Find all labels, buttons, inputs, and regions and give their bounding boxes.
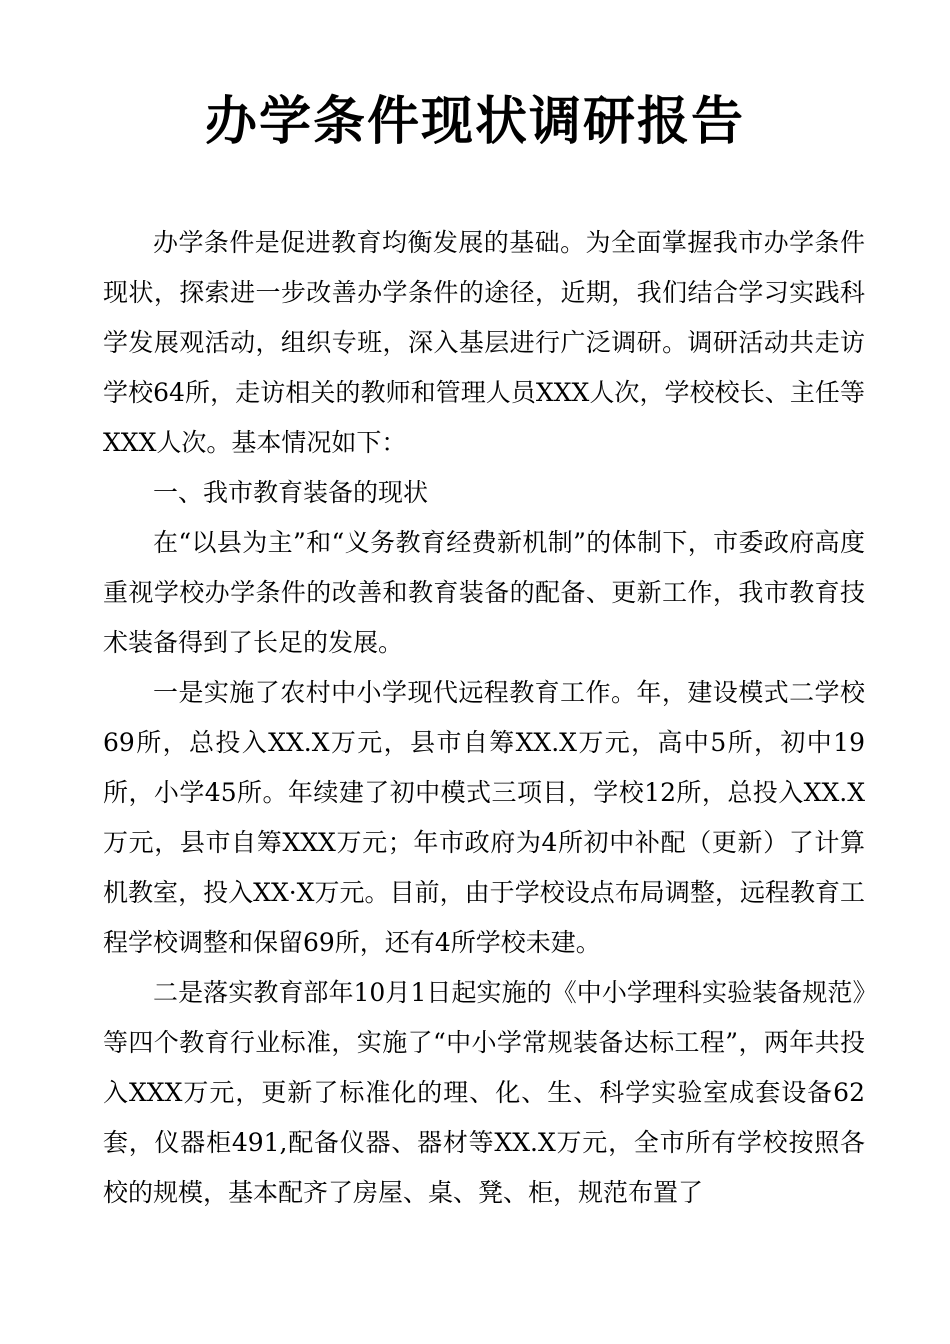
paragraph-remote-education: 一是实施了农村中小学现代远程教育工作。年，建设模式二学校69所，总投入XX.X万元，县市自筹XX.X万元，高中5所，初中19所，小学45所。年续建了初中模式三项目，学校12所，总投入XX.X万元，县市自筹XXX万元；年市政府为4所初中补配（更新）了计算机教室，投入XX·X万元。目前，由于学校设点布局调整，远程教育工程学校调整和保留69所，还有4所学校未建。 xyxy=(103,678,865,957)
paragraph-policy: 在“以县为主”和“义务教育经费新机制”的体制下，市委政府高度重视学校办学条件的改善和教育装备的配备、更新工作，我市教育技术装备得到了长足的发展。 xyxy=(103,528,865,657)
paragraph-equipment-standards: 二是落实教育部年10月1日起实施的《中小学理科实验装备规范》等四个教育行业标准，实施了“中小学常规装备达标工程”，两年共投入XXX万元，更新了标准化的理、化、生、科学实验室成套设备62套，仪器柜491,配备仪器、器材等XX.X万元，全市所有学校按照各校的规模，基本配齐了房屋、桌、凳、柜，规范布置了 xyxy=(103,978,865,1207)
paragraph-intro: 办学条件是促进教育均衡发展的基础。为全面掌握我市办学条件现状，探索进一步改善办学条件的途径，近期，我们结合学习实践科学发展观活动，组织专班，深入基层进行广泛调研。调研活动共走访学校64所，走访相关的教师和管理人员XXX人次，学校校长、主任等XXX人次。基本情况如下： xyxy=(103,228,865,457)
section-heading-1: 一、我市教育装备的现状 xyxy=(153,478,429,507)
document-title: 办学条件现状调研报告 xyxy=(204,92,745,152)
document-body xyxy=(103,218,865,1218)
